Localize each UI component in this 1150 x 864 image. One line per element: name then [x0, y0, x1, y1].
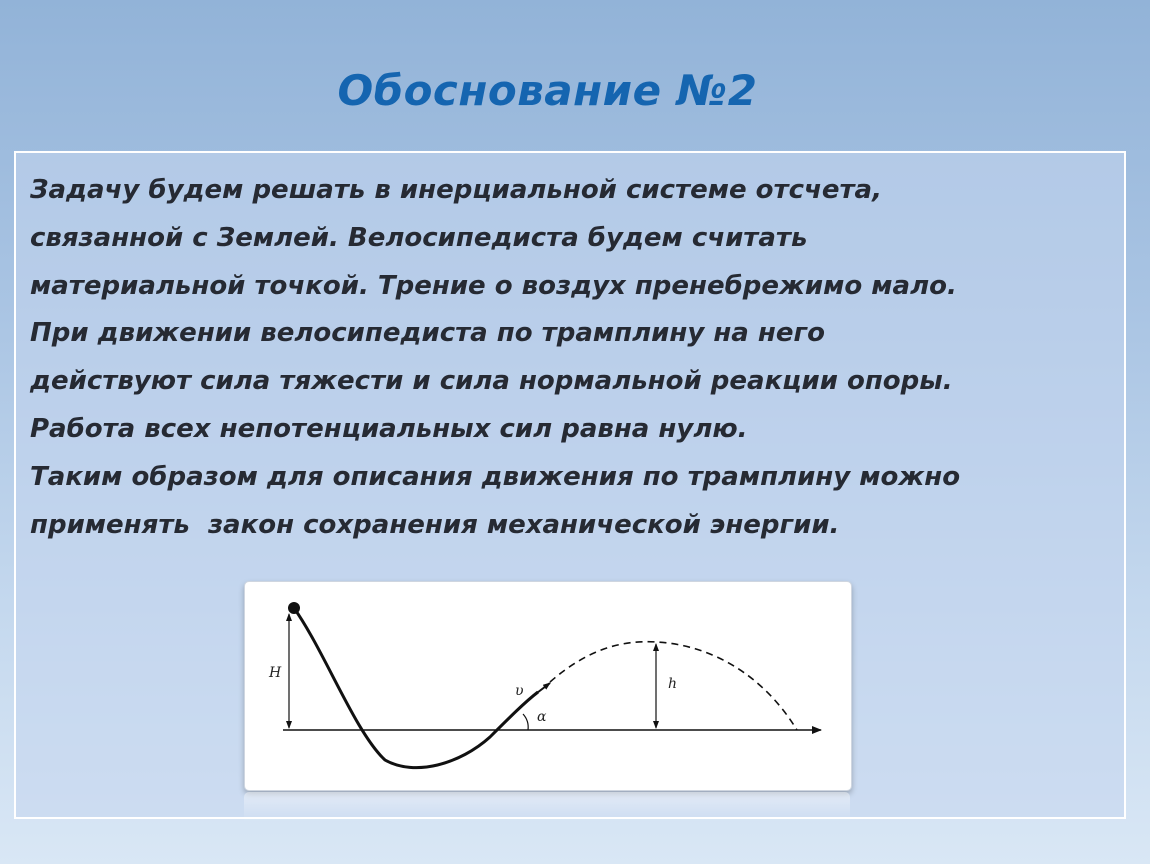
body-line-6: Работа всех непотенциальных сил равна нулю.: [30, 413, 748, 444]
trajectory-diagram: [245, 582, 851, 790]
body-line-4: При движении велосипедиста по трамплину на него: [30, 318, 825, 349]
body-line-7: Таким образом для описания движения по трамплину можно: [30, 461, 961, 492]
body-line-8: применять закон сохранения механической энергии.: [30, 509, 840, 540]
velocity-arrow: [533, 683, 550, 696]
body-line-3: материальной точкой. Трение о воздух пренебрежимо мало.: [30, 270, 957, 301]
label-v: υ: [515, 683, 524, 699]
ramp-curve: [294, 608, 538, 768]
label-h: h: [668, 676, 678, 692]
label-H: H: [269, 665, 282, 681]
figure-reflection: [244, 792, 850, 822]
body-line-1: Задачу будем решать в инерциальной системе отсчета,: [30, 175, 882, 205]
trajectory-figure: [244, 581, 852, 791]
label-alpha: α: [537, 709, 547, 725]
slide-title: Обоснование №2: [337, 66, 758, 115]
angle-arc: [523, 714, 528, 730]
body-line-2: связанной с Землей. Велосипедиста будем считать: [30, 222, 808, 253]
body-line-5: действуют сила тяжести и сила нормальной реакции опоры.: [30, 366, 953, 397]
body-text: [30, 167, 1115, 549]
